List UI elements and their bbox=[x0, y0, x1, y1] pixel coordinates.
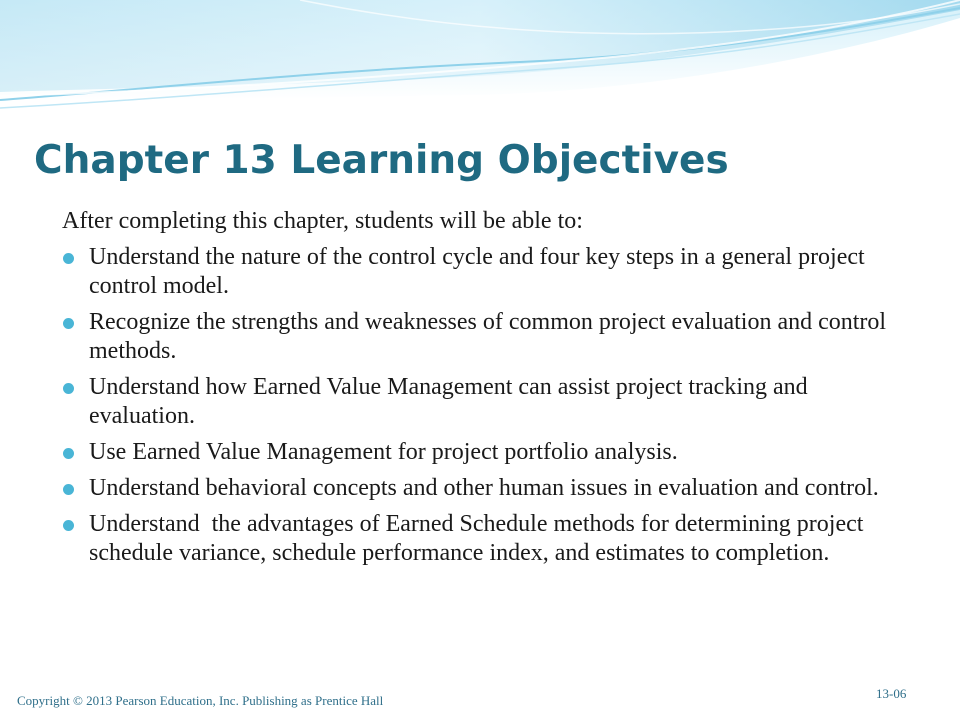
bullet-text: Understand the nature of the control cycle and four key steps in a general project control model. bbox=[89, 244, 865, 299]
list-item bbox=[62, 308, 912, 366]
header-wave-decoration bbox=[0, 0, 960, 160]
slide-body bbox=[62, 207, 912, 575]
bullet-dot-icon bbox=[63, 318, 74, 329]
list-item bbox=[62, 474, 912, 503]
objectives-list bbox=[62, 243, 912, 568]
list-item bbox=[62, 510, 912, 568]
list-item bbox=[62, 373, 912, 431]
bullet-text: Use Earned Value Management for project portfolio analysis. bbox=[89, 439, 678, 465]
slide-title: Chapter 13 Learning Objectives bbox=[34, 138, 729, 183]
list-item bbox=[62, 243, 912, 301]
bullet-dot-icon bbox=[63, 383, 74, 394]
bullet-text: Understand how Earned Value Management can assist project tracking and evaluation. bbox=[89, 374, 808, 429]
intro-text: After completing this chapter, students will be able to: bbox=[62, 208, 583, 234]
list-item bbox=[62, 438, 912, 467]
bullet-dot-icon bbox=[63, 448, 74, 459]
slide-number: 13-06 bbox=[876, 686, 907, 701]
bullet-dot-icon bbox=[63, 520, 74, 531]
copyright-footer: Copyright © 2013 Pearson Education, Inc. Publishing as Prentice Hall bbox=[17, 693, 384, 708]
bullet-text: Understand behavioral concepts and other human issues in evaluation and control. bbox=[89, 475, 879, 501]
bullet-text: Understand the advantages of Earned Schedule methods for determining project schedule variance, schedule performance index, and estimates to completion. bbox=[89, 511, 870, 566]
bullet-dot-icon bbox=[63, 484, 74, 495]
bullet-dot-icon bbox=[63, 253, 74, 264]
bullet-text: Recognize the strengths and weaknesses of common project evaluation and control methods. bbox=[89, 309, 887, 364]
